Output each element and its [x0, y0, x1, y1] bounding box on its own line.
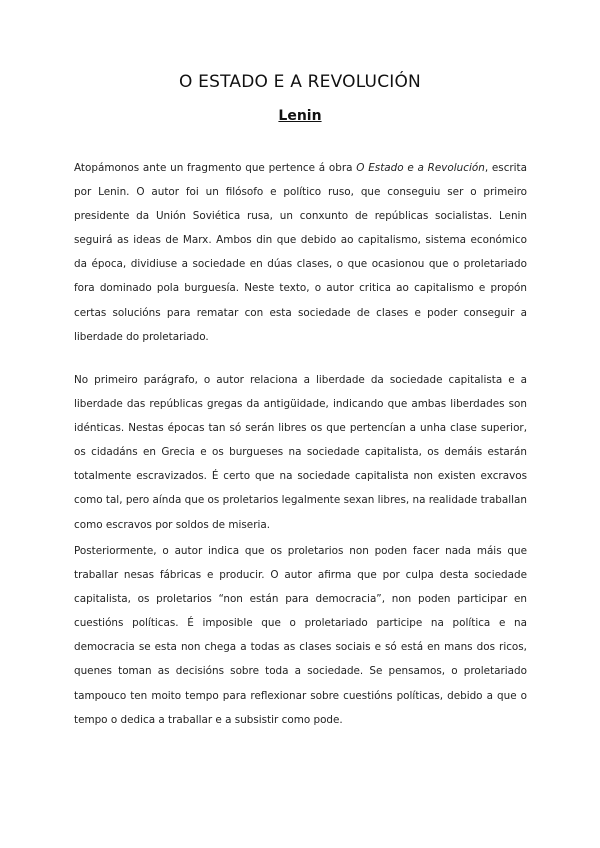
paragraph-intro	[74, 156, 527, 349]
paragraph-intro-text-end: , escrita por Lenin. O autor foi un filósofo e político ruso, que conseguiu ser o primeiro presidente da Unión Soviética rusa, un conxunto de repúblicas socialistas. Lenin seguirá as ideas de Marx. Ambos din que debido ao capitalismo, sistema económico da época, dividiuse a sociedade en dúas clases, o que ocasionou que o proletariado fora dominado pola burguesía. Neste texto, o autor critica ao capitalismo e propón certas solucións para rematar con esta sociedade de clases e poder conseguir a liberdade do proletariado.	[74, 162, 528, 343]
work-title: O Estado e a Revolución	[356, 162, 485, 174]
document-title: O ESTADO E A REVOLUCIÓN	[179, 72, 421, 92]
document-author: Lenin	[278, 108, 322, 124]
paragraph-intro-text-start: Atopámonos ante un fragmento que pertence á obra	[74, 162, 357, 174]
paragraph-third: Posteriormente, o autor indica que os proletarios non poden facer nada máis que traballar nesas fábricas e producir. O autor afirma que por culpa desta sociedade capitalista, os proletarios “non están para democracia”, non poden participar en cuestións políticas. É imposible que o proletariado participe na política e na democracia se esta non chega a todas as clases sociais e só está en mans dos ricos, quenes toman as decisións sobre toda a sociedade. Se pensamos, o proletariado tampouco ten moito tempo para reflexionar sobre cuestións políticas, debido a que o tempo o dedica a traballar e a subsistir como pode.	[74, 545, 527, 726]
paragraph-second: No primeiro parágrafo, o autor relaciona a liberdade da sociedade capitalista e a liberdade das repúblicas gregas da antigüidade, indicando que ambas liberdades son idénticas. Nestas épocas tan só serán libres os que pertencían a unha clase superior, os cidadáns en Grecia e os burgueses na sociedade capitalista, os demáis estarán totalmente escravizados. É certo que na sociedade capitalista non existen excravos como tal, pero aínda que os proletarios legalmente sexan libres, na realidade traballan como escravos por soldos de miseria.	[74, 374, 527, 531]
